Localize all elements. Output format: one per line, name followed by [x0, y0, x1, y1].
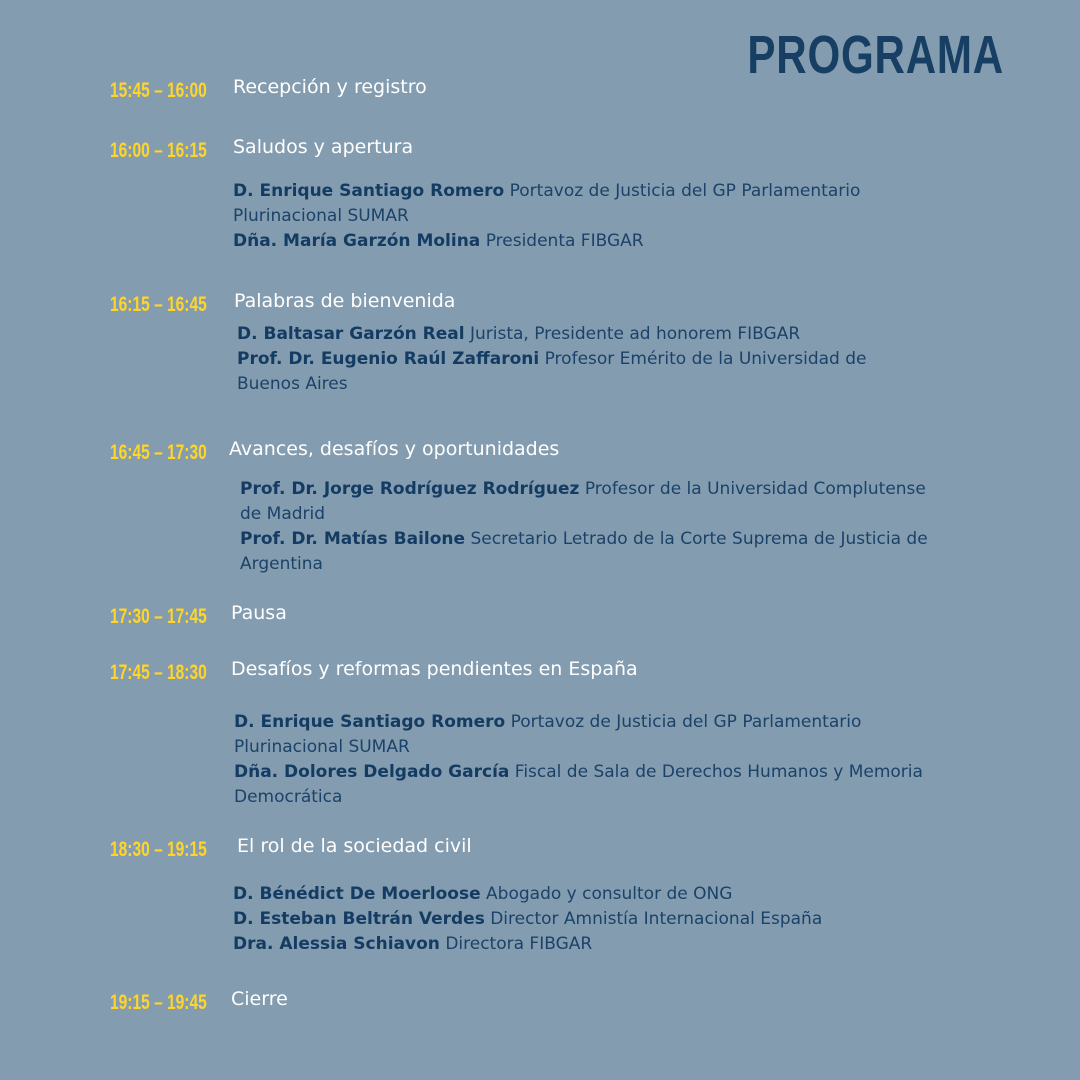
slot-event: Recepción y registro [233, 76, 427, 98]
page-title: PROGRAMA [747, 25, 1004, 85]
speaker-role: Jurista, Presidente ad honorem FIBGAR [469, 324, 801, 344]
speaker-role: Profesor de la Universidad Complutense de Madrid [240, 479, 926, 524]
speaker-role: Profesor Emérito de la Universidad de Buenos Aires [237, 349, 867, 394]
speaker-role: Portavoz de Justicia del GP Parlamentario Plurinacional SUMAR [233, 181, 861, 226]
speaker-role: Portavoz de Justicia del GP Parlamentario Plurinacional SUMAR [234, 712, 862, 757]
slot-time: 17:45 – 18:30 [110, 661, 207, 684]
speaker [237, 322, 927, 347]
speaker [234, 710, 924, 760]
speaker-role: Directora FIBGAR [445, 934, 593, 954]
speaker-name: Dña. María Garzón Molina [233, 231, 481, 251]
speaker-role: Secretario Letrado de la Corte Suprema de Justicia de Argentina [240, 529, 928, 574]
speaker-role: Fiscal de Sala de Derechos Humanos y Memoria Democrática [234, 762, 923, 807]
speaker [240, 527, 930, 577]
speaker [234, 760, 924, 810]
speaker-list [240, 477, 930, 577]
slot-time: 15:45 – 16:00 [110, 79, 207, 102]
speaker-name: D. Enrique Santiago Romero [234, 712, 506, 732]
speaker-name: D. Baltasar Garzón Real [237, 324, 465, 344]
slot-time: 16:00 – 16:15 [110, 139, 207, 162]
speaker-name: Prof. Dr. Jorge Rodríguez Rodríguez [240, 479, 580, 499]
speaker [237, 347, 927, 397]
speaker-name: Prof. Dr. Eugenio Raúl Zaffaroni [237, 349, 540, 369]
speaker [233, 882, 923, 907]
speaker [233, 907, 923, 932]
speaker-list [233, 882, 923, 957]
speaker-name: D. Bénédict De Moerloose [233, 884, 481, 904]
slot-time: 18:30 – 19:15 [110, 838, 207, 861]
speaker-name: Dra. Alessia Schiavon [233, 934, 440, 954]
slot-time: 16:45 – 17:30 [110, 441, 207, 464]
slot-event: Saludos y apertura [233, 136, 414, 158]
speaker-list [234, 710, 924, 810]
slot-time: 16:15 – 16:45 [110, 293, 207, 316]
slot-event: Pausa [231, 602, 287, 624]
speaker-name: D. Enrique Santiago Romero [233, 181, 505, 201]
slot-time: 17:30 – 17:45 [110, 605, 207, 628]
slot-time: 19:15 – 19:45 [110, 991, 207, 1014]
speaker-name: D. Esteban Beltrán Verdes [233, 909, 485, 929]
slot-event: Palabras de bienvenida [234, 290, 456, 312]
speaker-role: Abogado y consultor de ONG [486, 884, 733, 904]
speaker-name: Dña. Dolores Delgado García [234, 762, 510, 782]
slot-event: Cierre [231, 988, 288, 1010]
speaker-name: Prof. Dr. Matías Bailone [240, 529, 466, 549]
speaker-list [237, 322, 927, 397]
speaker-list [233, 179, 923, 254]
slot-event: Desafíos y reformas pendientes en España [231, 658, 638, 680]
speaker [233, 229, 923, 254]
speaker [233, 932, 923, 957]
slot-event: El rol de la sociedad civil [237, 835, 472, 857]
speaker [233, 179, 923, 229]
slot-event: Avances, desafíos y oportunidades [229, 438, 560, 460]
speaker [240, 477, 930, 527]
speaker-role: Presidenta FIBGAR [485, 231, 644, 251]
speaker-role: Director Amnistía Internacional España [490, 909, 823, 929]
